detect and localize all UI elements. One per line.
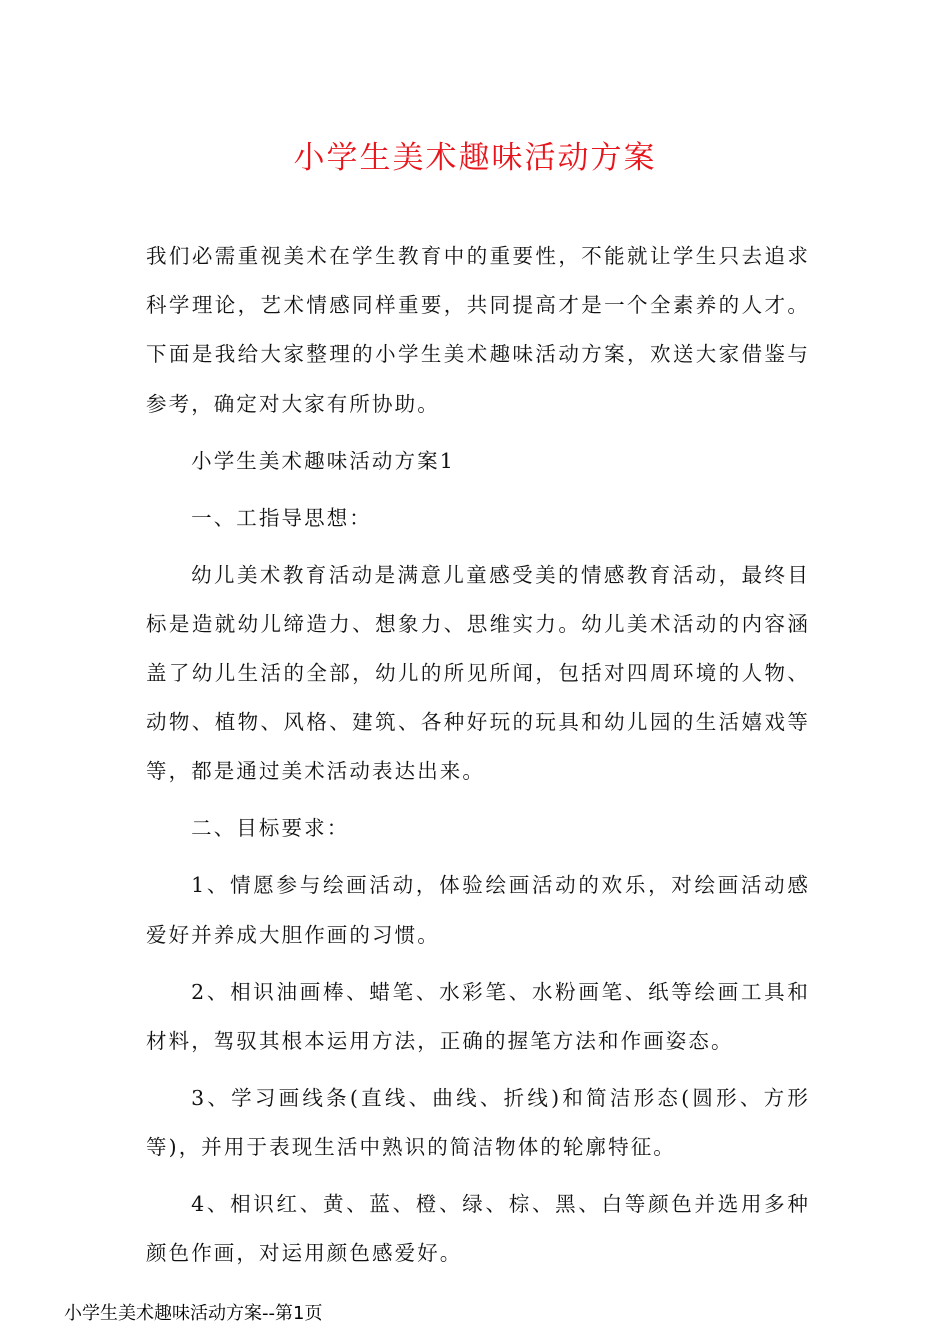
goal-item-1: 1、情愿参与绘画活动，体验绘画活动的欢乐，对绘画活动感爱好并养成大胆作画的习惯。 [146,873,810,947]
document-title: 小学生美术趣味活动方案 [293,140,657,176]
page-footer: 小学生美术趣味活动方案--第1页 [64,1303,323,1324]
intro-paragraph: 我们必需重视美术在学生教育中的重要性，不能就让学生只去追求科学理论，艺术情感同样重要，共同提高才是一个全素养的人才。下面是我给大家整理的小学生美术趣味活动方案，欢送大家借鉴与参考，确定对大家有所协助。 [146,244,810,416]
section-heading-goals: 二、目标要求： [191,816,350,841]
document-body [146,232,810,1286]
section-heading-plan-1: 小学生美术趣味活动方案1 [191,448,455,473]
section-heading-guiding-thought: 一、工指导思想： [191,505,372,530]
goal-item-2: 2、相识油画棒、蜡笔、水彩笔、水粉画笔、纸等绘画工具和材料，驾驭其根本运用方法，正确的握笔方法和作画姿态。 [146,979,810,1053]
guiding-thought-paragraph: 幼儿美术教育活动是满意儿童感受美的情感教育活动，最终目标是造就幼儿缔造力、想象力、思维实力。幼儿美术活动的内容涵盖了幼儿生活的全部，幼儿的所见所闻，包括对四周环境的人物、动物、植物、风格、建筑、各种好玩的玩具和幼儿园的生活嬉戏等等，都是通过美术活动表达出来。 [146,562,810,784]
goal-item-4: 4、相识红、黄、蓝、橙、绿、棕、黑、白等颜色并选用多种颜色作画，对运用颜色感爱好。 [146,1192,810,1266]
goal-item-3: 3、学习画线条(直线、曲线、折线)和简洁形态(圆形、方形等)，并用于表现生活中熟识的简洁物体的轮廓特征。 [146,1085,810,1160]
